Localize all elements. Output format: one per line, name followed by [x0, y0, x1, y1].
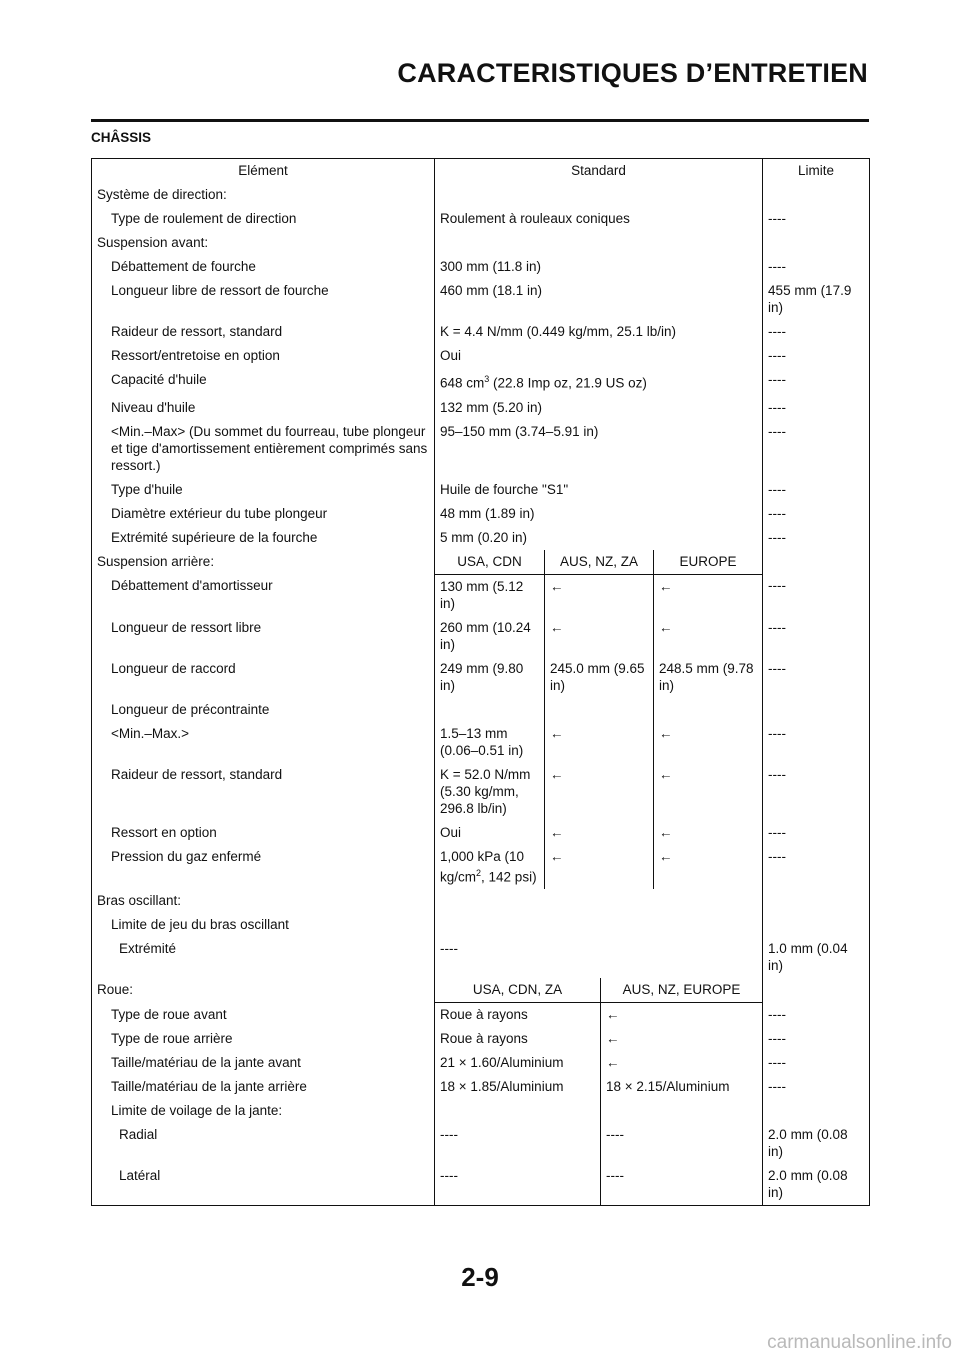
section-heading: CHÂSSIS [91, 130, 152, 145]
table-row: Ressort/entretoise en option Oui ---- [92, 344, 870, 368]
table-row: Raideur de ressort, standard K = 4.4 N/mm (0.449 kg/mm, 25.1 lb/in) ---- [92, 320, 870, 344]
group-label-direction: Système de direction: [92, 183, 870, 207]
subcol-aus-nz-za: AUS, NZ, ZA [545, 550, 654, 575]
table-row: Pression du gaz enfermé 1,000 kPa (10 $kg/cm^2$, 142 psi) ← ← ---- [92, 845, 870, 890]
subcol-europe: EUROPE [654, 550, 763, 575]
table-row: <Min.–Max> (Du sommet du fourreau, tube plongeur et tige d'amortissement entièrement comprimés sans ressort.) 95–150 mm (3.74–5.91 in) ---- [92, 420, 870, 478]
table-row: Radial ---- ---- 2.0 mm (0.08 in) [92, 1123, 870, 1164]
subcol-usa-cdn: USA, CDN [435, 550, 545, 575]
title-rule [91, 119, 869, 122]
table-row: <Min.–Max.> 1.5–13 mm (0.06–0.51 in) ← ← ---- [92, 722, 870, 763]
col-header-element: Elément [238, 163, 288, 178]
table-row: Longueur libre de ressort de fourche 460 mm (18.1 in) 455 mm (17.9 in) [92, 279, 870, 320]
group-label-rear-suspension: Suspension arrière: USA, CDN AUS, NZ, ZA EUROPE [92, 550, 870, 575]
table-row: Type d'huile Huile de fourche "S1" ---- [92, 478, 870, 502]
table-row: Taille/matériau de la jante arrière 18 × 1.85/Aluminium 18 × 2.15/Aluminium ---- [92, 1075, 870, 1099]
spec-table [91, 158, 870, 1206]
col-header-standard: Standard [435, 159, 763, 184]
watermark: carmanualsonline.info [767, 1332, 952, 1353]
table-row: Diamètre extérieur du tube plongeur 48 mm (1.89 in) ---- [92, 502, 870, 526]
page-number: 2-9 [461, 1262, 499, 1292]
table-row: Limite de voilage de la jante: [92, 1099, 870, 1123]
table-row: Capacité d'huile 648 $cm^3$ (22.8 Imp oz, 21.9 US oz) ---- [92, 368, 870, 396]
subcol-usa-cdn-za: USA, CDN, ZA [435, 978, 601, 1003]
table-header [92, 159, 870, 184]
table-row: Niveau d'huile 132 mm (5.20 in) ---- [92, 396, 870, 420]
table-row: Débattement de fourche 300 mm (11.8 in) ---- [92, 255, 870, 279]
table-row: Longueur de raccord 249 mm (9.80 in) 245.0 mm (9.65 in) 248.5 mm (9.78 in) ---- [92, 657, 870, 698]
table-row: Type de roue arrière Roue à rayons ← ---- [92, 1027, 870, 1051]
group-label-swingarm: Bras oscillant: [92, 889, 870, 913]
group-label-wheel: Roue: USA, CDN, ZA AUS, NZ, EUROPE [92, 978, 870, 1003]
table-row: Extrémité ---- 1.0 mm (0.04 in) [92, 937, 870, 978]
table-row: Limite de jeu du bras oscillant [92, 913, 870, 937]
table-row: Débattement d'amortisseur 130 mm (5.12 in) ← ← ---- [92, 574, 870, 616]
table-row: Longueur de ressort libre 260 mm (10.24 in) ← ← ---- [92, 616, 870, 657]
group-label-front-suspension: Suspension avant: [92, 231, 870, 255]
table-row: Type de roue avant Roue à rayons ← ---- [92, 1003, 870, 1028]
table-row: Longueur de précontrainte [92, 698, 870, 722]
table-row: Latéral ---- ---- 2.0 mm (0.08 in) [92, 1164, 870, 1206]
page-title: CARACTERISTIQUES D’ENTRETIEN [397, 58, 868, 88]
table-row: Type de roulement de direction Roulement à rouleaux coniques ---- [92, 207, 870, 231]
table-row: Raideur de ressort, standard K = 52.0 N/mm (5.30 kg/mm, 296.8 lb/in) ← ← ---- [92, 763, 870, 821]
subcol-aus-nz-europe: AUS, NZ, EUROPE [601, 978, 763, 1003]
col-header-limit: Limite [763, 159, 870, 184]
table-row: Ressort en option Oui ← ← ---- [92, 821, 870, 845]
table-row: Extrémité supérieure de la fourche 5 mm (0.20 in) ---- [92, 526, 870, 550]
table-row: Taille/matériau de la jante avant 21 × 1.60/Aluminium ← ---- [92, 1051, 870, 1075]
